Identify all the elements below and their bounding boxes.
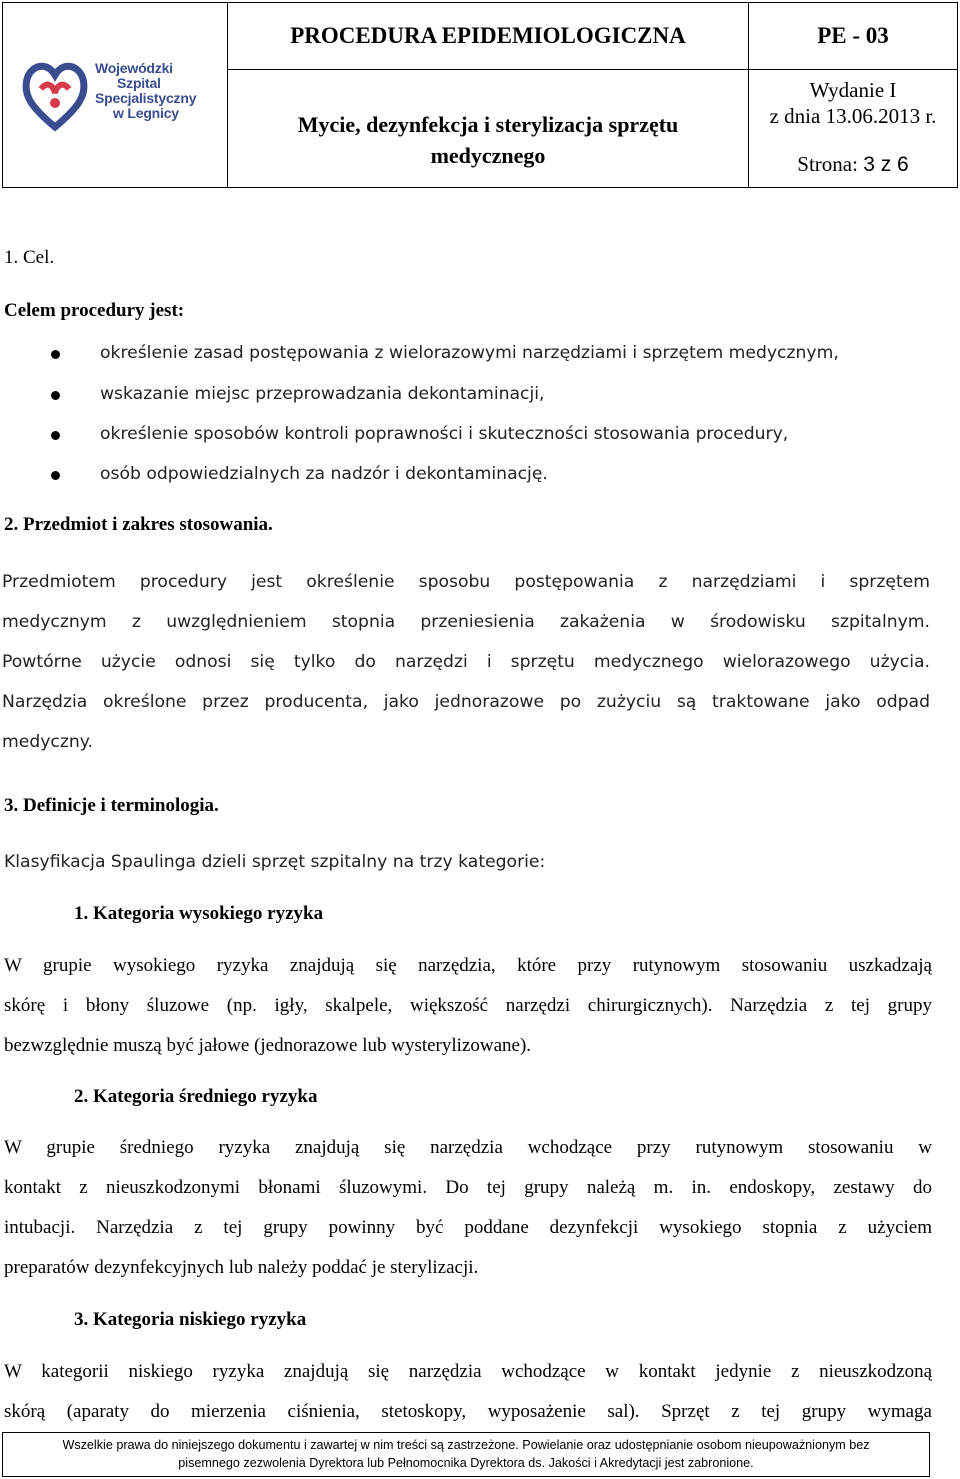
list-item: określenie zasad postępowania z wielorazowymi narzędziami i sprzętem medycznym, xyxy=(100,343,839,363)
paragraph-line: Powtórne użycie odnosi się tylko do narzędzi i sprzętu medycznego wielorazowego użycia. xyxy=(2,652,930,672)
logo-text: Specjalistyczny xyxy=(95,90,197,106)
paragraph-line: medycznym z uwzględnieniem stopnia przeniesienia zakażenia w środowisku szpitalnym. xyxy=(2,612,930,632)
paragraph-line: W grupie średniego ryzyka znajdują się narzędzia wchodzące przy rutynowym stosowaniu w xyxy=(4,1137,932,1158)
paragraph-line: preparatów dezynfekcyjnych lub należy poddać je sterylizacji. xyxy=(4,1257,479,1278)
logo-text: Wojewódzki xyxy=(95,60,173,76)
paragraph-line: intubacji. Narzędzia z tej grupy powinny być poddane dezynfekcji wysokiego stopnia z użyciem xyxy=(4,1217,932,1238)
list-item: określenie sposobów kontroli poprawności i skuteczności stosowania procedury, xyxy=(100,424,789,444)
procedure-subtitle-line: medycznego xyxy=(430,143,546,168)
category-heading: 3. Kategoria niskiego ryzyka xyxy=(74,1309,307,1330)
list-item: wskazanie miejsc przeprowadzania dekontaminacji, xyxy=(100,384,545,404)
document-header xyxy=(2,2,958,188)
paragraph-line: skórą (aparaty do mierzenia ciśnienia, stetoskopy, wyposażenie sal). Sprzęt z tej grupy wymaga xyxy=(4,1401,932,1422)
footer-line: Wszelkie prawa do niniejszego dokumentu i zawartej w nim treści są zastrzeżone. Powielanie oraz udostępnianie osobom nieupoważnionym bez xyxy=(62,1438,870,1452)
paragraph-line: Narzędzia określone przez producenta, jako jednorazowe po zużyciu są traktowane jako odpad xyxy=(2,692,930,712)
section-heading: 2. Przedmiot i zakres stosowania. xyxy=(4,514,273,535)
procedure-title: PROCEDURA EPIDEMIOLOGICZNA xyxy=(290,23,686,48)
section-heading: 3. Definicje i terminologia. xyxy=(4,795,219,816)
paragraph-line: bezwzględnie muszą być jałowe (jednorazowe lub wysterylizowane). xyxy=(4,1035,532,1056)
page-number: 3 z 6 xyxy=(863,153,909,176)
edition: Wydanie I xyxy=(809,78,897,102)
paragraph-line: kontakt z nieuszkodzonymi błonami śluzowymi. Do tej grupy należą m. in. endoskopy, zestawy do xyxy=(4,1177,932,1198)
hospital-logo xyxy=(21,55,211,135)
bullet-icon xyxy=(51,391,60,400)
paragraph-line: W kategorii niskiego ryzyka znajdują się narzędzia wchodzące w kontakt jedynie z nieuszkodzoną xyxy=(4,1361,932,1382)
paragraph-line: Przedmiotem procedury jest określenie sposobu postępowania z narzędziami i sprzętem xyxy=(2,572,930,592)
header-divider xyxy=(227,69,957,70)
edition-date: z dnia 13.06.2013 r. xyxy=(769,104,937,128)
heart-logo-icon xyxy=(21,55,91,135)
bullet-icon xyxy=(51,471,60,480)
logo-text: Szpital xyxy=(117,75,161,91)
section-intro: Klasyfikacja Spaulinga dzieli sprzęt szpitalny na trzy kategorie: xyxy=(4,852,546,872)
paragraph-line: W grupie wysokiego ryzyka znajdują się narzędzia, które przy rutynowym stosowaniu uszkadzają xyxy=(4,955,932,976)
bullet-icon xyxy=(51,431,60,440)
footer-line: pisemnego zezwolenia Dyrektora lub Pełnomocnika Dyrektora ds. Jakości i Akredytacji jest zabronione. xyxy=(178,1456,754,1470)
copyright-footer xyxy=(2,1432,930,1477)
paragraph-line: skórę i błony śluzowe (np. igły, skalpele, większość narzędzi chirurgicznych). Narzędzia z tej grupy xyxy=(4,995,932,1016)
section-intro: Celem procedury jest: xyxy=(4,300,185,321)
logo-text: w Legnicy xyxy=(113,105,179,121)
paragraph-line: medyczny. xyxy=(2,732,93,752)
category-heading: 2. Kategoria średniego ryzyka xyxy=(74,1086,318,1107)
page-indicator xyxy=(749,152,957,177)
category-heading: 1. Kategoria wysokiego ryzyka xyxy=(74,903,324,924)
procedure-subtitle-line: Mycie, dezynfekcja i sterylizacja sprzętu xyxy=(297,112,679,137)
page-label: Strona: xyxy=(797,152,858,176)
procedure-subtitle xyxy=(228,109,748,171)
section-heading: 1. Cel. xyxy=(4,247,55,268)
list-item: osób odpowiedzialnych za nadzór i dekontaminację. xyxy=(100,464,548,484)
bullet-icon xyxy=(51,350,60,359)
procedure-code: PE - 03 xyxy=(817,23,889,48)
